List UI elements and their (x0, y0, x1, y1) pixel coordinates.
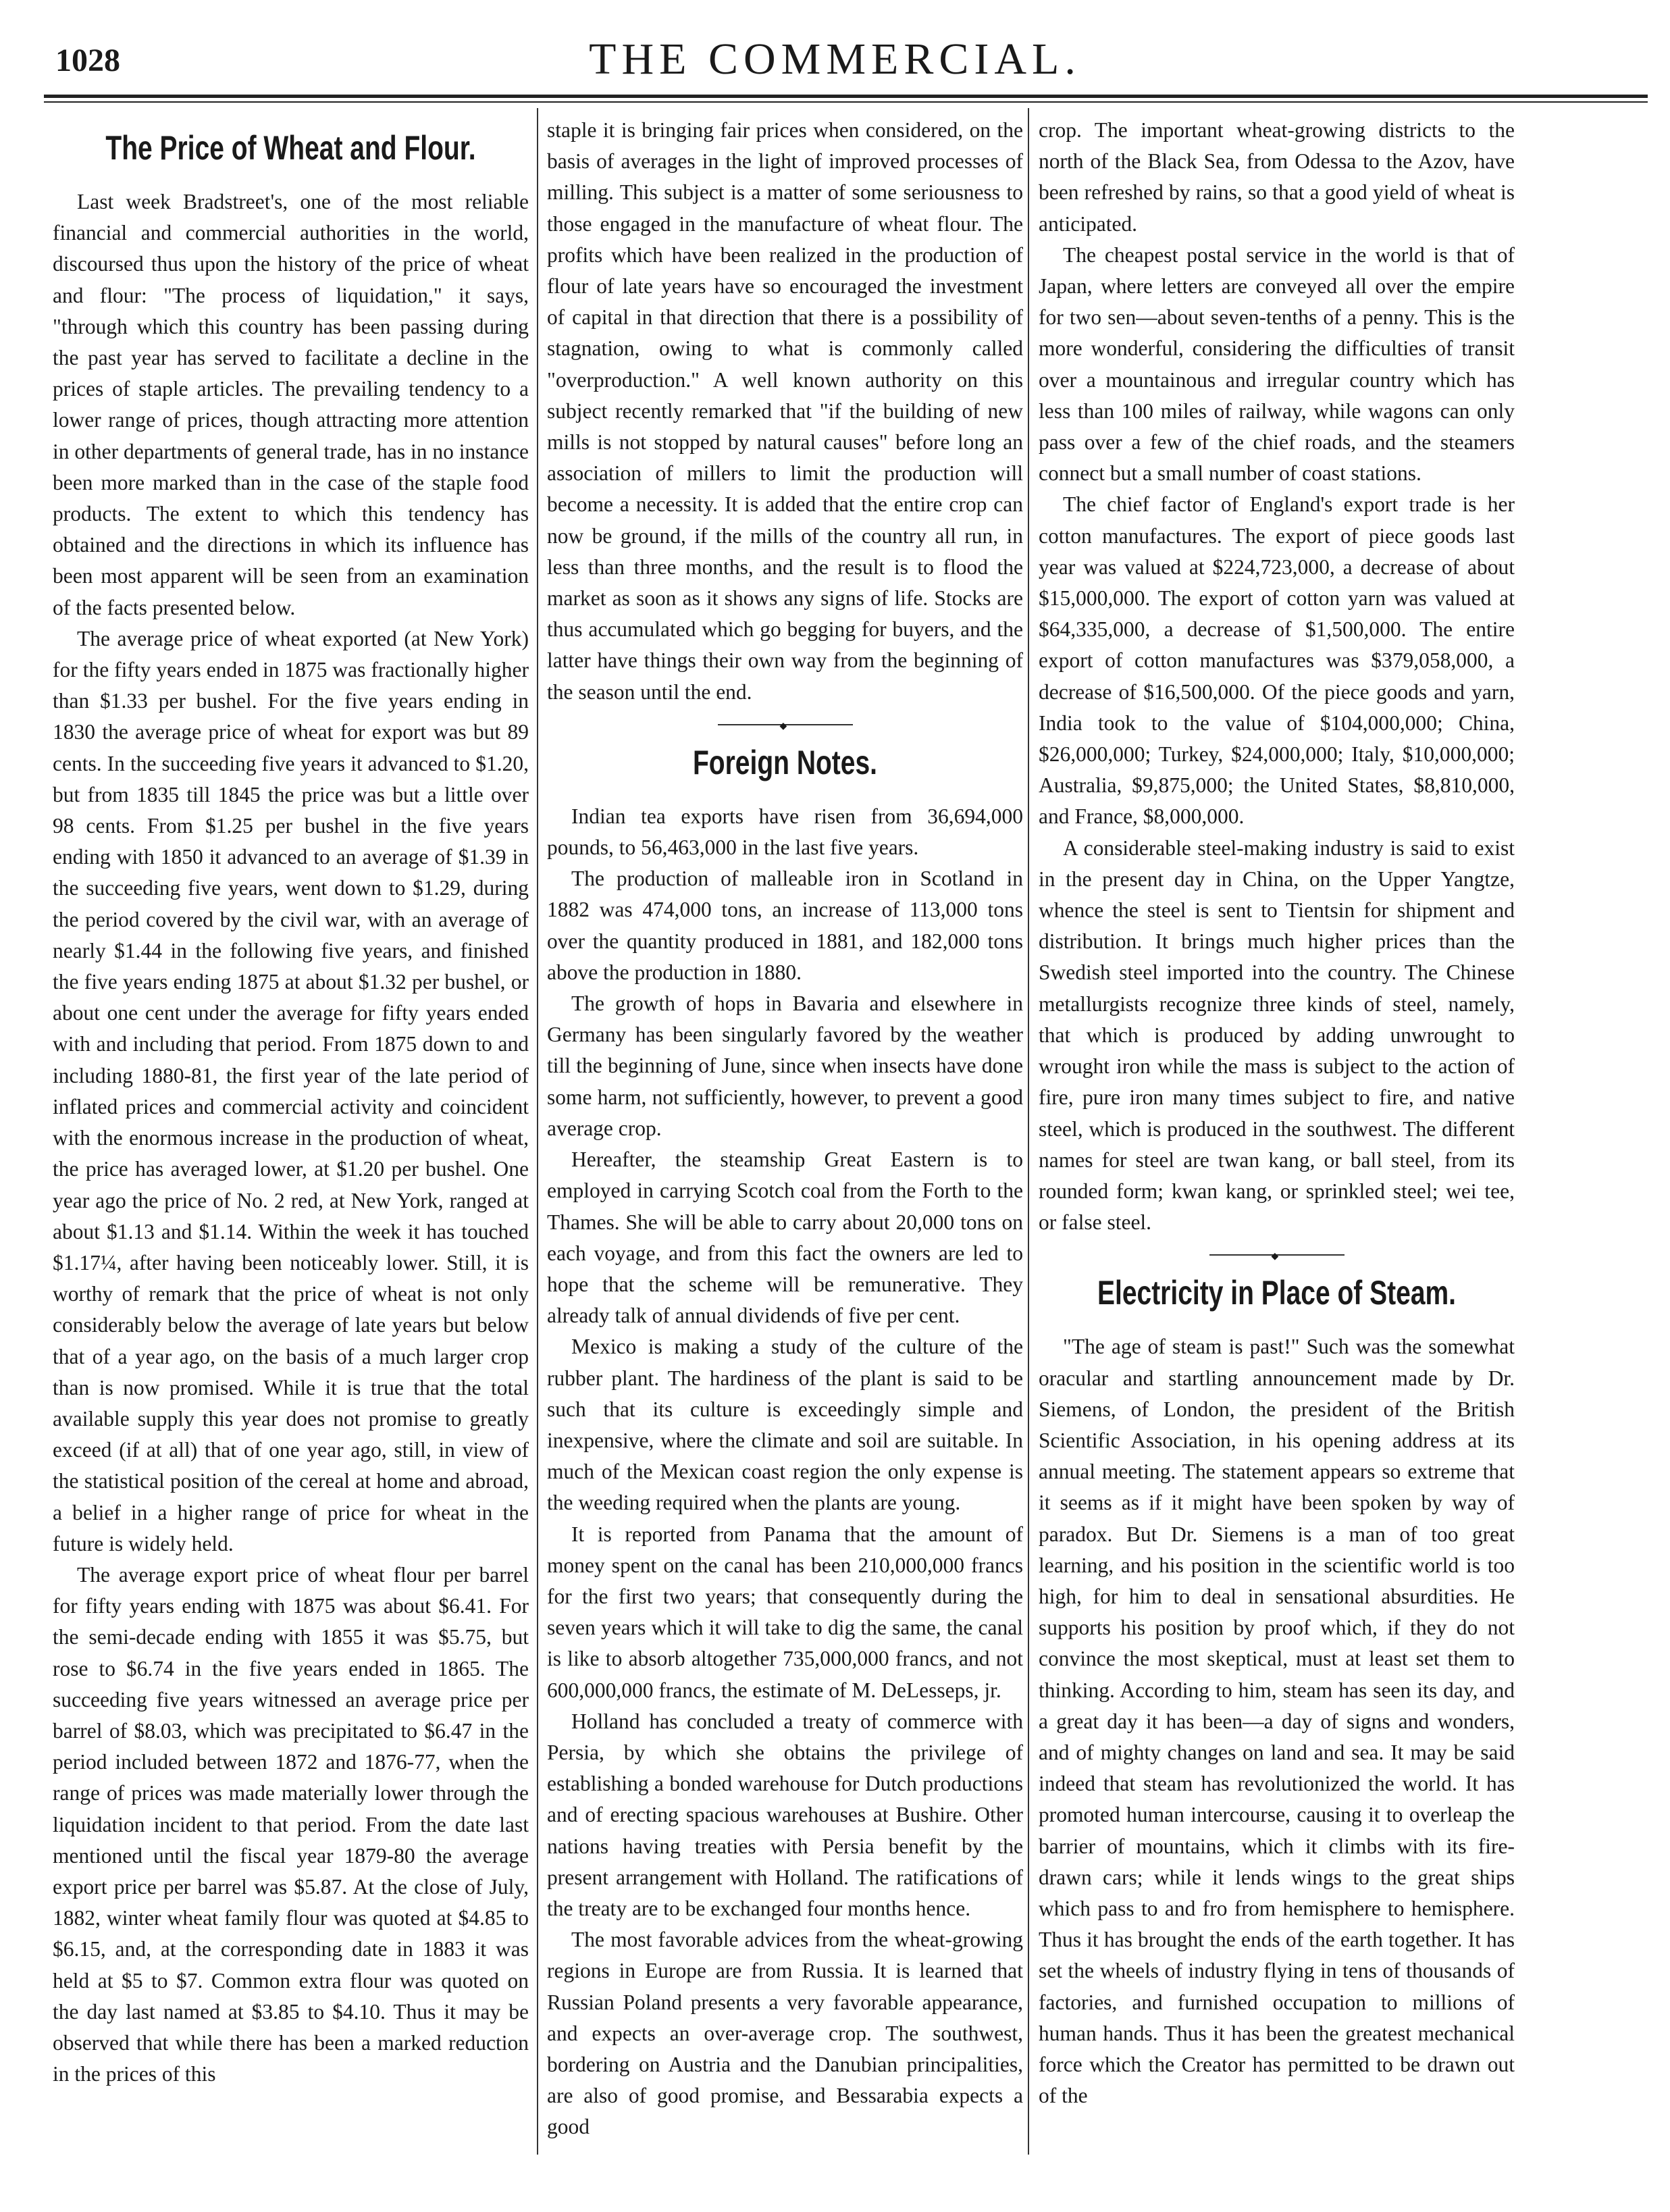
article-heading-wheat-flour: The Price of Wheat and Flour. (105, 129, 476, 167)
article-paragraph: The growth of hops in Bavaria and elsewhere in Germany has been singularly favored by the weather till the beginning of June, since when insects have done some harm, not sufficiently, however, to prevent a good average crop. (547, 992, 1023, 1140)
article-paragraph: The average price of wheat exported (at New York) for the fifty years ended in 1875 was fractionally higher than $1.33 per bushel. For the five years ending in 1830 the average price of wheat for export was but 89 cents. In the succeeding five years it advanced to $1.20, but from 1835 till 1845 the price was but a little over 98 cents. From $1.25 per bushel in the five years ending with 1850 it advanced to an average of $1.39 in the succeeding five years, went down to $1.29, during the period covered by the civil war, with an average of nearly $1.44 in the following five years, and finished the five years ending 1875 at about $1.32 per bushel, or about one cent under the average for fifty years ended with and including that period. From 1875 down to and including 1880-81, the first year of the late period of inflated prices and commercial activity and coincident with the enormous increase in the production of wheat, the price has averaged lower, at $1.20 per bushel. One year ago the price of No. 2 red, at New York, ranged at about $1.13 and $1.14. Within the week it has touched $1.17¼, after having been noticeably lower. Still, it is worthy of remark that the price of wheat is not only considerably below the average of late years but below that of a year ago, on the basis of a much larger crop than is now promised. While it is true that the total available supply this year does not promise to greatly exceed (if at all) that of one year ago, still, in view of the statistical position of the cereal at home and abroad, a belief in a higher range of price for wheat in the future is widely held. (53, 626, 529, 1555)
article-paragraph: Indian tea exports have risen from 36,694,000 pounds, to 56,463,000 in the last five years. (547, 804, 1023, 860)
page-number: 1028 (55, 43, 120, 78)
article-paragraph: Hereafter, the steamship Great Eastern is to employed in carrying Scotch coal from the Forth to the Thames. She will be able to carry about 20,000 tons on each voyage, and from this fact the owners are led to hope that the scheme will be remunerative. They already talk of annual dividends of five per cent. (547, 1148, 1023, 1328)
section-divider: ◆ (718, 724, 853, 729)
article-paragraph: "The age of steam is past!" Such was the somewhat oracular and startling announcement made by Dr. Siemens, of London, the president of the British Scientific Association, in his opening address at its annual meeting. The statement appears so extreme that it seems as if it might have been spoken by way of paradox. But Dr. Siemens is a man of too great learning, and his position in the scientific world is too high, for him to deal in sensational absurdities. He supports his position by proof which, if they do not convince the most skeptical, must at least set them to thinking. According to him, steam has seen its day, and a great day it has been—a day of signs and wonders, and of mighty changes on land and sea. It may be said indeed that steam has revolutionized the world. It has promoted human intercourse, causing it to overleap the barrier of mountains, which it climbs with its fire-drawn cars; while it lends wings to the great ships which pass to and fro from hemisphere to hemisphere. Thus it has brought the ends of the earth together. It has set the wheels of industry flying in tens of thousands of factories, and furnished occupation to millions of human hands. Thus it has been the greatest mechanical force which the Creator has permitted to be drawn out of the (1039, 1335, 1515, 2108)
article-continuation: crop. The important wheat-growing districts to the north of the Black Sea, from Odessa to the Azov, have been refreshed by rains, so that a good yield of wheat is anticipated. (1039, 118, 1515, 236)
article-paragraph: Holland has concluded a treaty of commerce with Persia, by which she obtains the privilege of establishing a bonded warehouse for Dutch productions and of erecting spacious warehouses at Bushire. Other nations having treaties with Persia benefit by the present arrangement with Holland. The ratifications of the treaty are to be exchanged four months hence. (547, 1709, 1023, 1920)
article-paragraph: Last week Bradstreet's, one of the most reliable financial and commercial authorities in the world, discoursed thus upon the history of the price of wheat and flour: "The process of liquidation," it says, "through which this country has been passing during the past year has served to facilitate a decline in the prices of staple articles. The prevailing tendency to a lower range of prices, though attracting more attention in other departments of general trade, has in no instance been more marked than in the case of the staple food products. The extent to which this tendency has obtained and the directions in which its influence has been most apparent will be seen from an examination of the facts presented below. (53, 190, 529, 619)
column-1 (53, 115, 529, 2155)
article-heading-foreign-notes: Foreign Notes. (692, 743, 878, 781)
page-header (0, 0, 1670, 115)
column-3 (1039, 115, 1515, 2155)
article-paragraph: A considerable steel-making industry is said to exist in the present day in China, on the Upper Yangtze, whence the steel is sent to Tientsin for shipment and distribution. It brings much higher prices than the Swedish steel imported into the country. The Chinese metallurgists recognize three kinds of steel, namely, that which is produced by adding unwrought to wrought iron while the mass is subject to the action of fire, pure iron many times subject to fire, and native steel, which is produced in the southwest. The different names for steel are twan kang, or ball steel, from its rounded form; kwan kang, or sprinkled steel; wei tee, or false steel. (1039, 835, 1515, 1235)
article-paragraph: The cheapest postal service in the world is that of Japan, where letters are conveyed all over the empire for two sen—about seven-tenths of a penny. This is the more wonderful, considering the difficulties of transit over a mountainous and irregular country which has less than 100 miles of railway, while wagons can only pass over a few of the chief roads, and the steamers connect but a small number of coast stations. (1039, 242, 1515, 486)
column-2 (547, 115, 1023, 2155)
article-heading-electricity: Electricity in Place of Steam. (1097, 1274, 1457, 1312)
article-paragraph: Mexico is making a study of the culture of the rubber plant. The hardiness of the plant is said to be such that its culture is exceedingly simple and inexpensive, where the climate and soil are suitable. In much of the Mexican coast region the only expense is the weeding required when the plants are young. (547, 1335, 1023, 1515)
article-paragraph: The chief factor of England's export trade is her cotton manufactures. The export of piece goods last year was valued at $224,723,000, a decrease of about $15,000,000. The export of cotton yarn was valued at $64,335,000, a decrease of $1,500,000. The entire export of cotton manufactures was $379,058,000, a decrease of $16,500,000. Of the piece goods and yarn, India took to the value of $104,000,000; China, $26,000,000; Turkey, $24,000,000; Italy, $10,000,000; Australia, $9,875,000; the United States, $8,810,000, and France, $8,000,000. (1039, 492, 1515, 829)
header-rule-thin (44, 101, 1648, 103)
masthead-title: THE COMMERCIAL. (589, 34, 1081, 84)
article-paragraph: The production of malleable iron in Scotland in 1882 was 474,000 tons, an increase of 113,000 tons over the quantity produced in 1881, and 182,000 tons above the production in 1880. (547, 867, 1023, 984)
article-paragraph: The average export price of wheat flour per barrel for fifty years ending with 1875 was about $6.41. For the semi-decade ending with 1855 it was $5.75, but rose to $6.74 in the five years ended in 1865. The succeeding five years witnessed an average price per barrel of $8.03, which was precipitated to $6.47 in the period included between 1872 and 1876-77, when the range of prices was made materially lower through the liquidation incident to that period. From the date last mentioned until the fiscal year 1879-80 the average export price per barrel was $5.87. At the close of July, 1882, winter wheat family flour was quoted at $4.85 to $6.15, and, at the corresponding date in 1883 it was held at $5 to $7. Common extra flour was quoted on the day last named at $3.85 to $4.10. Thus it may be observed that while there has been a marked reduction in the prices of this (53, 1562, 529, 2086)
article-continuation: staple it is bringing fair prices when considered, on the basis of averages in the light of improved processes of milling. This subject is a matter of some seriousness to those engaged in the manufacture of wheat flour. The profits which have been realized in the production of flour of late years have so encouraged the investment of capital in that direction that there is a possibility of stagnation, owing to what is commonly called "overproduction." A well known authority on this subject recently remarked that "if the building of new mills is not stopped by natural causes" before long an association of millers to limit the production will become a necessity. It is added that the entire crop can now be ground, if the mills of the country all run, in less than three months, and the result is to flood the market as soon as it shows any signs of life. Stocks are thus accumulated which go begging for buyers, and the latter have things their own way from the beginning of the season until the end. (547, 118, 1023, 704)
column-divider (1028, 108, 1029, 2155)
header-rule (44, 95, 1648, 98)
article-paragraph: The most favorable advices from the wheat-growing regions in Europe are from Russia. It is learned that Russian Poland presents a very favorable appearance, and expects an over-average crop. The southwest, bordering on Austria and the Danubian principalities, are also of good promise, and Bessarabia expects a good (547, 1928, 1023, 2139)
column-divider (537, 108, 538, 2155)
section-divider: ◆ (1209, 1254, 1345, 1260)
article-paragraph: It is reported from Panama that the amount of money spent on the canal has been 210,000,000 francs for the first two years; that consequently during the seven years which it will take to dig the same, the canal is like to absorb altogether 735,000,000 francs, and not 600,000,000 francs, the estimate of M. DeLesseps, jr. (547, 1522, 1023, 1702)
